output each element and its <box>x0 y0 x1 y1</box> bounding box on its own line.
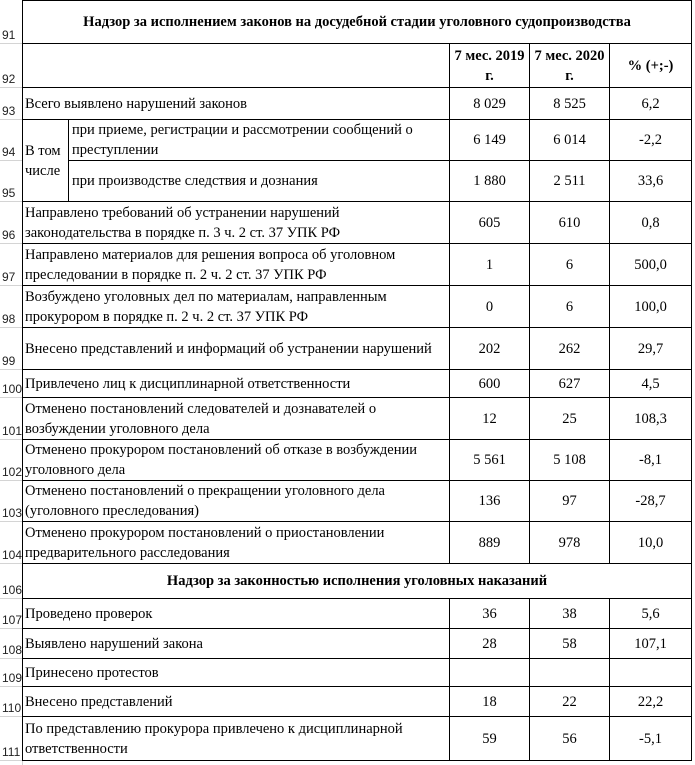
value-percent: 500,0 <box>610 244 692 286</box>
value-2019: 6 149 <box>450 120 530 161</box>
value-2019: 12 <box>450 398 530 440</box>
value-2019 <box>450 659 530 687</box>
value-2020: 58 <box>530 629 610 659</box>
row-header-divider <box>0 480 22 481</box>
value-2019: 28 <box>450 629 530 659</box>
row-label: Внесено представлений <box>23 687 450 717</box>
table-row <box>23 328 692 370</box>
row-header-divider <box>0 285 22 286</box>
row-header-divider <box>0 658 22 659</box>
value-2020: 6 014 <box>530 120 610 161</box>
value-2020: 978 <box>530 522 610 564</box>
value-2019: 202 <box>450 328 530 370</box>
value-2020: 6 <box>530 286 610 328</box>
row-label: Направлено требований об устранении нарушений законодательства в порядке п. 3 ч. 2 ст. 37 УПК РФ <box>23 202 450 244</box>
row-label: По представлению прокурора привлечено к дисциплинарной ответственности <box>23 717 450 761</box>
row-number[interactable]: 110 <box>2 701 22 715</box>
value-2019: 889 <box>450 522 530 564</box>
table-row <box>23 286 692 328</box>
table-row <box>23 599 692 629</box>
value-2020: 5 108 <box>530 440 610 481</box>
row-number[interactable]: 96 <box>2 228 16 242</box>
row-number[interactable]: 101 <box>2 424 23 438</box>
row-header-divider <box>0 43 22 44</box>
value-percent: -28,7 <box>610 481 692 522</box>
value-2019: 136 <box>450 481 530 522</box>
row-header-divider <box>0 760 22 761</box>
table-row <box>23 370 692 398</box>
row-number[interactable]: 106 <box>2 583 23 597</box>
row-number[interactable]: 95 <box>2 186 16 200</box>
header-2020: 7 мес. 2020 г. <box>530 44 610 88</box>
group-label-including: В том числе <box>23 120 69 202</box>
row-header-divider <box>0 598 22 599</box>
data-table <box>22 0 692 761</box>
row-label: Отменено постановлений о прекращении уголовного дела (уголовного преследования) <box>23 481 450 522</box>
table-row <box>23 481 692 522</box>
value-percent: 4,5 <box>610 370 692 398</box>
section-title-penalties: Надзор за законностью исполнения уголовных наказаний <box>23 564 692 599</box>
row-header-divider <box>0 87 22 88</box>
row-label: Выявлено нарушений закона <box>23 629 450 659</box>
table-row <box>23 88 692 120</box>
value-2020: 56 <box>530 717 610 761</box>
table-row <box>23 659 692 687</box>
row-number[interactable]: 103 <box>2 506 23 520</box>
value-2020 <box>530 659 610 687</box>
value-2020: 6 <box>530 244 610 286</box>
row-header-divider <box>0 201 22 202</box>
value-percent: 107,1 <box>610 629 692 659</box>
row-header-divider <box>0 628 22 629</box>
table-row <box>23 629 692 659</box>
value-2019: 0 <box>450 286 530 328</box>
value-2019: 1 880 <box>450 161 530 202</box>
value-2020: 627 <box>530 370 610 398</box>
table-row <box>23 687 692 717</box>
value-percent: -8,1 <box>610 440 692 481</box>
row-number[interactable]: 104 <box>2 548 23 562</box>
row-header-divider <box>0 243 22 244</box>
value-2020: 262 <box>530 328 610 370</box>
row-number[interactable]: 99 <box>2 354 16 368</box>
row-label: Отменено постановлений следователей и дознавателей о возбуждении уголовного дела <box>23 398 450 440</box>
value-percent: 6,2 <box>610 88 692 120</box>
value-percent: 5,6 <box>610 599 692 629</box>
row-label: Отменено прокурором постановлений об отказе в возбуждении уголовного дела <box>23 440 450 481</box>
value-2019: 5 561 <box>450 440 530 481</box>
value-2020: 38 <box>530 599 610 629</box>
table-row <box>23 120 692 161</box>
value-2019: 8 029 <box>450 88 530 120</box>
value-percent: 29,7 <box>610 328 692 370</box>
value-2019: 18 <box>450 687 530 717</box>
value-percent: 10,0 <box>610 522 692 564</box>
row-header-divider <box>0 716 22 717</box>
value-percent: 108,3 <box>610 398 692 440</box>
row-header-divider <box>0 686 22 687</box>
row-label: Принесено протестов <box>23 659 450 687</box>
header-empty-cell <box>23 44 450 88</box>
row-label: при приеме, регистрации и рассмотрении сообщений о преступлении <box>69 120 450 161</box>
value-percent <box>610 659 692 687</box>
row-number[interactable]: 111 <box>2 745 21 759</box>
row-header-divider <box>0 119 22 120</box>
value-percent: 0,8 <box>610 202 692 244</box>
table-row <box>23 161 692 202</box>
row-number[interactable]: 107 <box>2 613 23 627</box>
row-header-divider <box>0 439 22 440</box>
value-2019: 600 <box>450 370 530 398</box>
table-row <box>23 202 692 244</box>
row-header-divider <box>0 160 22 161</box>
row-number[interactable]: 94 <box>2 145 16 159</box>
row-number[interactable]: 108 <box>2 643 23 657</box>
row-number[interactable]: 100 <box>2 382 23 396</box>
row-label: Привлечено лиц к дисциплинарной ответственности <box>23 370 450 398</box>
value-percent: 33,6 <box>610 161 692 202</box>
value-2020: 22 <box>530 687 610 717</box>
row-header-divider <box>0 563 22 564</box>
row-number[interactable]: 91 <box>2 28 16 42</box>
row-header-divider <box>0 369 22 370</box>
row-label: Возбуждено уголовных дел по материалам, направленным прокурором в порядке п. 2 ч. 2 ст. 37 УПК РФ <box>23 286 450 328</box>
table-row <box>23 522 692 564</box>
row-number[interactable]: 102 <box>2 465 23 479</box>
value-percent: 100,0 <box>610 286 692 328</box>
value-2020: 25 <box>530 398 610 440</box>
row-label: Всего выявлено нарушений законов <box>23 88 450 120</box>
value-2020: 2 511 <box>530 161 610 202</box>
row-header-divider <box>0 521 22 522</box>
value-2020: 8 525 <box>530 88 610 120</box>
section-title-pretrial: Надзор за исполнением законов на досудебной стадии уголовного судопроизводства <box>23 1 692 44</box>
table-row <box>23 244 692 286</box>
value-percent: -5,1 <box>610 717 692 761</box>
row-label: Внесено представлений и информаций об устранении нарушений <box>23 328 450 370</box>
row-number[interactable]: 109 <box>2 671 23 685</box>
value-2019: 1 <box>450 244 530 286</box>
row-label: Отменено прокурором постановлений о приостановлении предварительного расследования <box>23 522 450 564</box>
table-row <box>23 440 692 481</box>
table-row <box>23 717 692 761</box>
value-2020: 97 <box>530 481 610 522</box>
row-header-divider <box>0 397 22 398</box>
header-2019: 7 мес. 2019 г. <box>450 44 530 88</box>
row-number[interactable]: 92 <box>2 72 16 86</box>
value-2019: 59 <box>450 717 530 761</box>
row-number[interactable]: 98 <box>2 312 16 326</box>
header-percent: % (+;-) <box>610 44 692 88</box>
value-percent: -2,2 <box>610 120 692 161</box>
value-2019: 36 <box>450 599 530 629</box>
row-label: Проведено проверок <box>23 599 450 629</box>
value-2020: 610 <box>530 202 610 244</box>
row-label: Направлено материалов для решения вопроса об уголовном преследовании в порядке п. 2 ч. 2 ст. 37 УПК РФ <box>23 244 450 286</box>
row-header-divider <box>0 327 22 328</box>
row-number[interactable]: 93 <box>2 104 16 118</box>
value-2019: 605 <box>450 202 530 244</box>
value-percent: 22,2 <box>610 687 692 717</box>
row-label: при производстве следствия и дознания <box>69 161 450 202</box>
row-number[interactable]: 97 <box>2 270 16 284</box>
table-row <box>23 398 692 440</box>
